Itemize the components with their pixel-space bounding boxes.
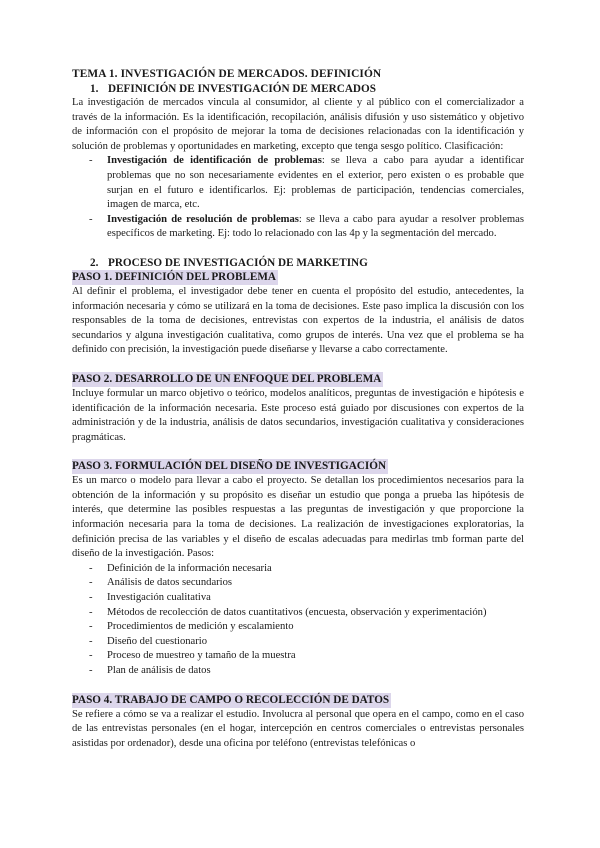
list-item-text: : se lleva a cabo para ayudar a identificar problemas que no son necesariamente evidentes en el exterior, pero existen o es probable que surjan en el futuro e identificarlos. Ej: problemas de participación, tendencias comerciales, imagen de marca, etc. [107,155,524,211]
list-item [72,154,524,212]
list-item: - Diseño del cuestionario [72,635,524,650]
list-item-term: Investigación de resolución de problemas [107,213,299,225]
classification-list [72,154,524,242]
paso-1-paragraph: Al definir el problema, el investigador debe tener en cuenta el propósito del estudio, antecedentes, la información necesaria y cómo se utilizará en la toma de decisiones. Este paso implica la discusión con los responsables de la toma de decisiones, entrevistas con expertos de la industria, el análisis de datos secundarios y alguna investigación cualitativa, como grupos de interés. Una vez que el problema se ha definido con precisión, la investigación puede diseñarse y llevarse a cabo correctamente. [72,285,524,356]
paso-2-paragraph: Incluye formular un marco objetivo o teórico, modelos analíticos, preguntas de investigación e hipótesis e identificación de la información necesaria. Este proceso está guiado por discusiones con expertos de la administración y de la industria, análisis de datos secundarios, investigación cualitativa y consideraciones pragmáticas. [72,387,524,443]
section-2-number: 2. [90,256,99,269]
list-item-text: : se lleva a cabo para ayudar a resolver problemas específicos de marketing. Ej: todo lo relacionado con las 4p y la segmentación del mercado. [107,213,524,240]
list-item: - Métodos de recolección de datos cuantitativos (encuesta, observación y experimentación) [72,606,524,621]
paso-3-heading: PASO 3. FORMULACIÓN DEL DISEÑO DE INVESTIGACIÓN [72,460,387,473]
list-item: - Proceso de muestreo y tamaño de la muestra [72,649,524,664]
section-2-heading [90,256,524,270]
list-item: - Investigación cualitativa [72,591,524,606]
section-1-heading [90,82,524,96]
list-item: - Plan de análisis de datos [72,664,524,679]
paso-1-heading: PASO 1. DEFINICIÓN DEL PROBLEMA [72,270,276,283]
list-item: - Definición de la información necesaria [72,562,524,577]
list-item: - Procedimientos de medición y escalamiento [72,620,524,635]
section-1-number: 1. [90,83,99,95]
list-item: - Análisis de datos secundarios [72,576,524,591]
pasos-list [72,562,524,679]
list-item-term: Investigación de identificación de problemas [107,155,322,167]
paso-4-paragraph: Se refiere a cómo se va a realizar el estudio. Involucra al personal que opera en el campo, como en el caso de las entrevistas personales (en el hogar, intercepción en centros comerciales o entrevistas personales asistidas por ordenador), desde una oficina por teléfono (entrevistas telefónicas o [72,708,524,749]
section-1-paragraph: La investigación de mercados vincula al consumidor, al cliente y al público con el comercializador a través de la información. Es la identificación, recopilación, análisis difusión y uso sistemático y objetivo de información con el propósito de mejorar la toma de decisiones relacionadas con la identificación y solución de problemas y oportunidades en marketing, excepto que tenga sesgo político. Clasificación: [72,97,524,152]
document-page [72,67,524,751]
paso-2-heading: PASO 2. DESARROLLO DE UN ENFOQUE DEL PROBLEMA [72,372,382,385]
paso-3-paragraph: Es un marco o modelo para llevar a cabo el proyecto. Se detallan los procedimientos necesarios para la obtención de la información y su propósito es diseñar un estudio que ponga a prueba las hipótesis de interés, que determine las posibles respuestas a las preguntas de investigación y que proporcione la información necesaria para la toma de decisiones. La realización de investigaciones exploratorias, la definición precisa de las variables y el diseño de escalas adecuadas para medirlas tmb forman parte del diseño de la investigación. Pasos: [72,475,524,560]
page-title: TEMA 1. INVESTIGACIÓN DE MERCADOS. DEFINICIÓN [72,68,382,80]
section-1-title: DEFINICIÓN DE INVESTIGACIÓN DE MERCADOS [108,83,376,95]
section-2-title: PROCESO DE INVESTIGACIÓN DE MARKETING [108,256,368,269]
list-item [72,213,524,242]
paso-4-heading: PASO 4. TRABAJO DE CAMPO O RECOLECCIÓN DE DATOS [72,693,390,706]
